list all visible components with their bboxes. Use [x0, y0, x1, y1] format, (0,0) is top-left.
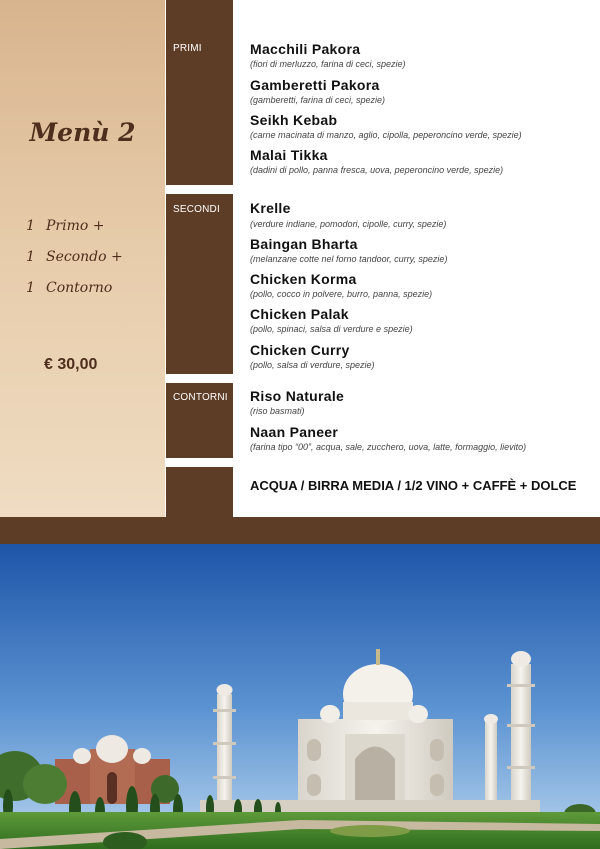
- dish-name: Naan Paneer: [250, 424, 339, 440]
- included-extras: ACQUA / BIRRA MEDIA / 1/2 VINO + CAFFÈ + DOLCE: [250, 478, 577, 493]
- section-block-extras: [166, 467, 233, 517]
- dish-name: Krelle: [250, 200, 291, 216]
- dish-description: (pollo, spinaci, salsa di verdure e spezie): [250, 324, 413, 334]
- taj-mahal-photo: [0, 544, 600, 849]
- dish-description: (gamberetti, farina di ceci, spezie): [250, 95, 386, 105]
- section-block-secondi: [166, 194, 233, 374]
- formula-qty: 1: [26, 280, 35, 296]
- dish-name: Riso Naturale: [250, 388, 345, 404]
- section-block-primi: [166, 0, 233, 185]
- dish-name: Gamberetti Pakora: [250, 77, 380, 93]
- dish-description: (pollo, salsa di verdure, spezie): [250, 360, 375, 370]
- dish-name: Chicken Curry: [250, 342, 350, 358]
- dish-name: Chicken Palak: [250, 306, 349, 322]
- dish-description: (fiori di merluzzo, farina di ceci, spezie): [250, 59, 406, 69]
- lawn: [0, 812, 600, 849]
- dish-description: (melanzane cotte nel forno tandoor, curry, spezie): [250, 254, 448, 264]
- formula-text: Secondo +: [46, 249, 123, 265]
- section-label-primi: PRIMI: [173, 43, 202, 54]
- dish-name: Malai Tikka: [250, 147, 328, 163]
- dish-name: Macchili Pakora: [250, 41, 361, 57]
- formula-line-primo: [26, 218, 104, 234]
- dish-description: (riso basmati): [250, 406, 305, 416]
- dish-name: Baingan Bharta: [250, 236, 358, 252]
- dish-description: (carne macinata di manzo, aglio, cipolla, peperoncino verde, spezie): [250, 130, 522, 140]
- formula-line-secondo: [26, 249, 123, 265]
- divider-band: [0, 517, 600, 544]
- minaret-right: [507, 651, 535, 804]
- formula-line-contorno: [26, 280, 112, 296]
- formula-qty: 1: [26, 218, 35, 234]
- dish-description: (pollo, cocco in polvere, burro, panna, spezie): [250, 289, 433, 299]
- minaret-rear: [484, 714, 498, 804]
- formula-qty: 1: [26, 249, 35, 265]
- dish-description: (verdure indiane, pomodori, cipolle, curry, spezie): [250, 219, 447, 229]
- plinth: [200, 800, 540, 812]
- formula-text: Primo +: [46, 218, 105, 234]
- menu-price: € 30,00: [44, 356, 98, 373]
- dish-name: Seikh Kebab: [250, 112, 338, 128]
- menu-title: Menù 2: [29, 118, 136, 147]
- dish-description: (dadini di pollo, panna fresca, uova, peperoncino verde, spezie): [250, 165, 504, 175]
- section-label-secondi: SECONDI: [173, 204, 220, 215]
- formula-text: Contorno: [46, 280, 113, 296]
- dish-description: (farina tipo “00”, acqua, sale, zucchero, uova, latte, formaggio, lievito): [250, 442, 527, 452]
- dish-name: Chicken Korma: [250, 271, 357, 287]
- section-label-contorni: CONTORNI: [173, 392, 228, 403]
